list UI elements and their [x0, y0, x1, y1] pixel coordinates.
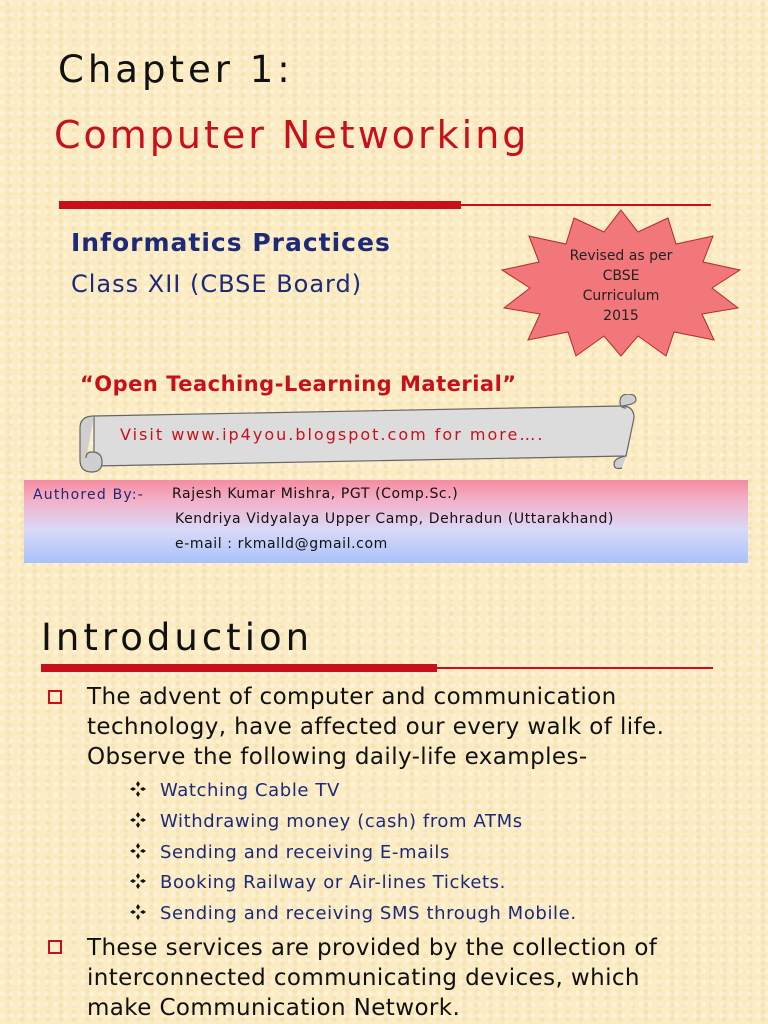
example-text: Withdrawing money (cash) from ATMs: [160, 811, 523, 832]
example-item: [160, 903, 577, 924]
paragraph-line: The advent of computer and communication: [87, 684, 617, 710]
author-label: Authored By:-: [33, 487, 145, 503]
four-diamond-bullet-icon: [130, 812, 146, 828]
revision-badge-text: [548, 246, 694, 326]
website-link[interactable]: www.ip4you.blogspot.com: [171, 425, 428, 444]
paragraph-line: technology, have affected our every walk of life.: [87, 714, 665, 740]
paragraph-line: These services are provided by the collection of: [87, 935, 658, 961]
class-line: Class XII (CBSE Board): [71, 270, 363, 298]
tagline: “Open Teaching-Learning Material”: [80, 372, 517, 396]
section-heading: Introduction: [41, 616, 314, 659]
four-diamond-bullet-icon: [130, 904, 146, 920]
visit-prefix: Visit: [120, 425, 165, 444]
example-item: [160, 780, 340, 801]
four-diamond-bullet-icon: [130, 781, 146, 797]
badge-line: Curriculum: [582, 288, 660, 304]
intro-paragraph: [87, 682, 747, 772]
paragraph-line: interconnected communicating devices, which: [87, 965, 640, 991]
example-item: [160, 872, 506, 893]
four-diamond-bullet-icon: [130, 843, 146, 859]
author-box: [24, 480, 748, 563]
four-diamond-bullet-icon: [130, 873, 146, 889]
badge-line: CBSE: [602, 268, 640, 284]
hollow-square-bullet-icon: [48, 690, 62, 704]
example-text: Booking Railway or Air-lines Tickets.: [160, 872, 506, 893]
author-name: Rajesh Kumar Mishra, PGT (Comp.Sc.): [172, 486, 459, 502]
example-text: Sending and receiving E-mails: [160, 842, 450, 863]
subject-name: Informatics Practices: [71, 228, 391, 257]
slide-title: Computer Networking: [54, 113, 530, 157]
example-text: Watching Cable TV: [160, 780, 340, 801]
introduction-slide: [0, 590, 768, 1024]
services-paragraph: [87, 933, 747, 1023]
example-item: [160, 842, 450, 863]
paragraph-line: make Communication Network.: [87, 995, 461, 1021]
badge-line: 2015: [603, 308, 639, 324]
example-item: [160, 811, 523, 832]
author-school: Kendriya Vidyalaya Upper Camp, Dehradun (Uttarakhand): [175, 511, 614, 527]
visit-suffix: for more….: [434, 425, 545, 444]
visit-website-text: [120, 425, 544, 444]
hollow-square-bullet-icon: [48, 940, 62, 954]
badge-line: Revised as per: [569, 248, 673, 264]
chapter-heading: Chapter 1:: [58, 48, 294, 91]
example-text: Sending and receiving SMS through Mobile.: [160, 903, 577, 924]
heading-divider: [41, 664, 713, 672]
author-email[interactable]: e-mail : rkmalld@gmail.com: [175, 536, 388, 552]
paragraph-line: Observe the following daily-life examples-: [87, 744, 588, 770]
